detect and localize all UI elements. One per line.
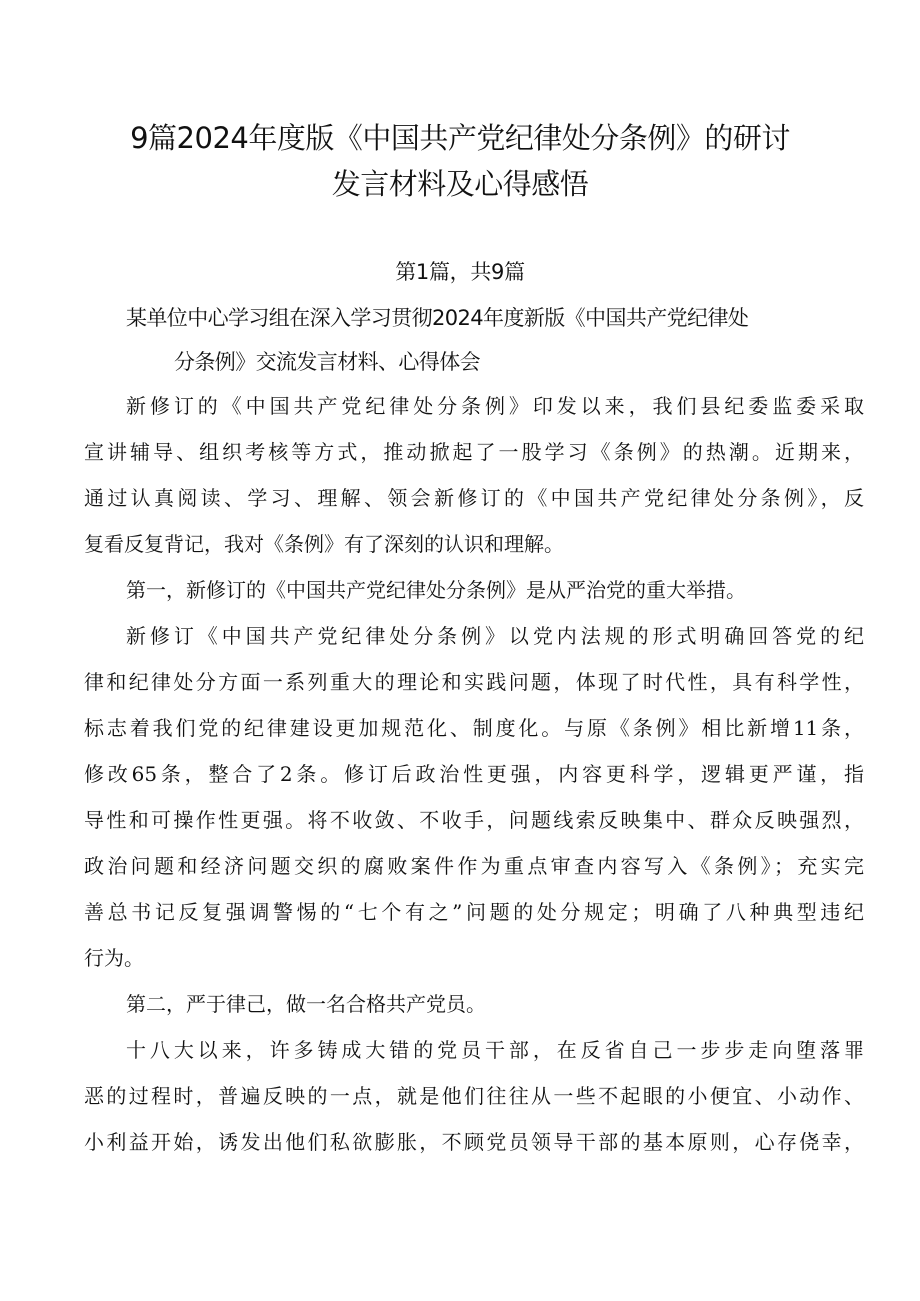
body-line: 通过认真阅读、学习、理解、领会新修订的《中国共产党纪律处分条例》，反 (84, 486, 864, 510)
part-label: 第1篇，共9篇 (395, 260, 525, 284)
article-subtitle-line-2: 分条例》交流发言材料、心得体会 (174, 350, 480, 374)
body-line: 律和纪律处分方面一系列重大的理论和实践问题，体现了时代性，具有科学性， (84, 670, 864, 694)
body-line: 标志着我们党的纪律建设更加规范化、制度化。与原《条例》相比新增11条， (84, 716, 864, 740)
body-line: 小利益开始，诱发出他们私欲膨胀，不顾党员领导干部的基本原则，心存侥幸， (84, 1130, 864, 1154)
body-line: 恶的过程时，普遍反映的一点，就是他们往往从一些不起眼的小便宜、小动作、 (84, 1084, 864, 1108)
body-line: 善总书记反复强调警惕的“七个有之”问题的处分规定；明确了八种典型违纪 (84, 900, 864, 924)
body-line: 复看反复背记，我对《条例》有了深刻的认识和理解。 (84, 532, 564, 556)
body-line: 新修订的《中国共产党纪律处分条例》印发以来，我们县纪委监委采取 (126, 394, 864, 418)
section-heading: 第一，新修订的《中国共产党纪律处分条例》是从严治党的重大举措。 (126, 578, 746, 602)
body-line: 政治问题和经济问题交织的腐败案件作为重点审查内容写入《条例》；充实完 (84, 854, 864, 878)
document-title-line-2: 发言材料及心得感悟 (331, 167, 589, 201)
body-line: 十八大以来，许多铸成大错的党员干部，在反省自己一步步走向堕落罪 (126, 1038, 864, 1062)
body-line: 导性和可操作性更强。将不收敛、不收手，问题线索反映集中、群众反映强烈， (84, 808, 864, 832)
body-line: 宣讲辅导、组织考核等方式，推动掀起了一股学习《条例》的热潮。近期来， (84, 440, 864, 464)
article-subtitle-line-1: 某单位中心学习组在深入学习贯彻2024年度新版《中国共产党纪律处 (126, 306, 749, 330)
body-line: 修改65条，整合了2条。修订后政治性更强，内容更科学，逻辑更严谨，指 (84, 762, 864, 786)
section-heading: 第二，严于律己，做一名合格共产党员。 (126, 992, 486, 1016)
body-line: 行为。 (84, 946, 144, 970)
body-line: 新修订《中国共产党纪律处分条例》以党内法规的形式明确回答党的纪 (126, 624, 864, 648)
document-title-line-1: 9篇2024年度版《中国共产党纪律处分条例》的研讨 (130, 121, 790, 155)
